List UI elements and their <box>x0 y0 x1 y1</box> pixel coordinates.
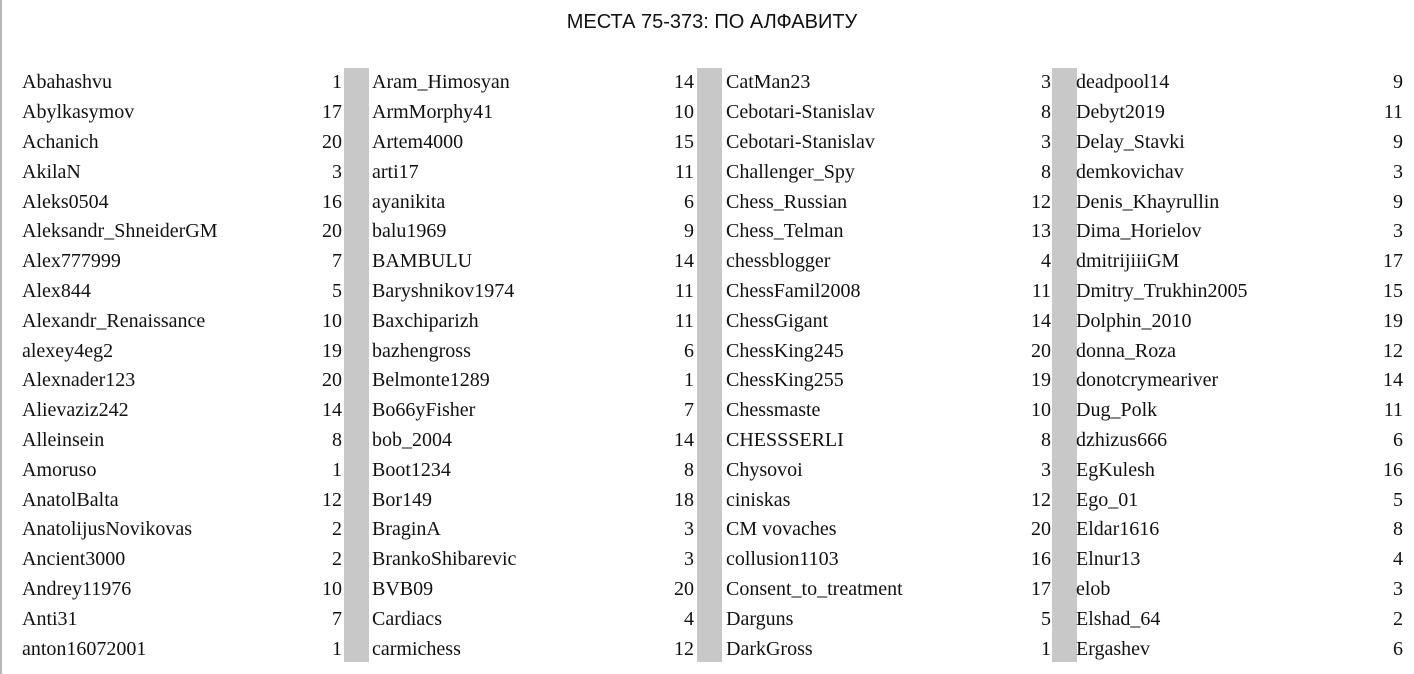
player-name: Elshad_64 <box>1076 607 1161 630</box>
player-name: Cebotari-Stanislav <box>726 130 875 153</box>
player-name: Dmitry_Trukhin2005 <box>1076 279 1248 302</box>
player-row <box>726 277 1051 307</box>
player-row <box>372 545 694 575</box>
player-score: 9 <box>684 220 694 243</box>
player-row <box>726 98 1051 128</box>
player-name: Alex844 <box>22 279 91 302</box>
player-row <box>726 634 1051 664</box>
player-row <box>372 157 694 187</box>
player-row <box>372 604 694 634</box>
player-name: Abylkasymov <box>22 101 135 124</box>
player-row <box>1076 68 1403 98</box>
player-name: CM vovaches <box>726 518 837 541</box>
player-row <box>1076 366 1403 396</box>
player-score: 3 <box>1041 130 1051 153</box>
player-score: 4 <box>1393 548 1403 571</box>
player-score: 15 <box>1383 279 1403 302</box>
player-score: 8 <box>332 428 342 451</box>
player-row <box>726 396 1051 426</box>
player-score: 10 <box>322 309 342 332</box>
player-row <box>1076 217 1403 247</box>
player-score: 8 <box>1041 101 1051 124</box>
player-score: 7 <box>332 607 342 630</box>
player-name: CHESSSERLI <box>726 428 844 451</box>
player-score: 5 <box>1393 488 1403 511</box>
player-row <box>1076 575 1403 605</box>
player-name: Dima_Horielov <box>1076 220 1202 243</box>
player-score: 4 <box>1041 250 1051 273</box>
player-score: 7 <box>332 250 342 273</box>
player-score: 11 <box>1383 399 1403 422</box>
player-score: 17 <box>1031 577 1051 600</box>
player-row <box>1076 277 1403 307</box>
player-row <box>22 485 342 515</box>
player-row <box>372 485 694 515</box>
player-score: 20 <box>322 369 342 392</box>
player-name: BrankoShibarevic <box>372 548 517 571</box>
player-score: 16 <box>1031 548 1051 571</box>
player-name: Alex777999 <box>22 250 121 273</box>
player-column-2 <box>372 68 694 664</box>
player-row <box>1076 426 1403 456</box>
player-score: 8 <box>684 458 694 481</box>
player-name: ayanikita <box>372 190 446 213</box>
player-name: alexey4eg2 <box>22 339 114 362</box>
player-score: 14 <box>674 250 694 273</box>
player-score: 3 <box>1393 577 1403 600</box>
player-score: 1 <box>1041 637 1051 660</box>
player-column-1 <box>22 68 342 664</box>
player-score: 2 <box>1393 607 1403 630</box>
player-name: arti17 <box>372 160 419 183</box>
player-score: 8 <box>1041 428 1051 451</box>
player-name: ChessGigant <box>726 309 829 332</box>
player-row <box>372 515 694 545</box>
player-score: 10 <box>322 577 342 600</box>
player-row <box>22 545 342 575</box>
player-name: AnatolijusNovikovas <box>22 518 192 541</box>
player-row <box>372 455 694 485</box>
player-name: DarkGross <box>726 637 813 660</box>
player-name: AnatolBalta <box>22 488 119 511</box>
player-row <box>1076 98 1403 128</box>
player-score: 16 <box>1383 458 1403 481</box>
player-row <box>1076 306 1403 336</box>
player-name: Consent_to_treatment <box>726 577 903 600</box>
player-score: 2 <box>332 548 342 571</box>
player-score: 1 <box>332 637 342 660</box>
player-score: 11 <box>1031 279 1051 302</box>
player-row <box>372 366 694 396</box>
player-row <box>372 426 694 456</box>
player-score: 17 <box>1383 250 1403 273</box>
player-score: 3 <box>684 548 694 571</box>
player-row <box>1076 336 1403 366</box>
player-score: 9 <box>1393 190 1403 213</box>
player-score: 9 <box>1393 130 1403 153</box>
player-name: Aleks0504 <box>22 190 109 213</box>
player-score: 6 <box>1393 637 1403 660</box>
player-column-3 <box>726 68 1051 664</box>
player-row <box>726 604 1051 634</box>
player-score: 14 <box>1383 369 1403 392</box>
player-row <box>372 336 694 366</box>
player-name: BAMBULU <box>372 250 473 273</box>
player-row <box>372 217 694 247</box>
player-row <box>726 247 1051 277</box>
player-row <box>726 545 1051 575</box>
player-name: Chess_Telman <box>726 220 844 243</box>
player-name: ArmMorphy41 <box>372 101 494 124</box>
left-border <box>0 0 2 674</box>
player-name: Baryshnikov1974 <box>372 279 515 302</box>
player-score: 14 <box>674 71 694 94</box>
player-row <box>22 634 342 664</box>
player-name: BVB09 <box>372 577 434 600</box>
player-name: Ergashev <box>1076 637 1151 660</box>
player-row <box>22 426 342 456</box>
player-row <box>1076 634 1403 664</box>
player-score: 20 <box>322 130 342 153</box>
player-name: demkovichav <box>1076 160 1184 183</box>
player-name: ChessKing255 <box>726 369 844 392</box>
player-row <box>372 187 694 217</box>
player-row <box>726 366 1051 396</box>
player-name: Cebotari-Stanislav <box>726 101 875 124</box>
player-score: 6 <box>684 339 694 362</box>
player-row <box>22 455 342 485</box>
player-score: 10 <box>674 101 694 124</box>
player-name: CatMan23 <box>726 71 811 94</box>
player-name: Dolphin_2010 <box>1076 309 1192 332</box>
player-row <box>1076 545 1403 575</box>
player-score: 20 <box>1031 518 1051 541</box>
player-row <box>1076 187 1403 217</box>
player-row <box>372 634 694 664</box>
player-name: carmichess <box>372 637 461 660</box>
player-name: elob <box>1076 577 1111 600</box>
player-name: Bor149 <box>372 488 432 511</box>
player-row <box>726 336 1051 366</box>
player-row <box>726 217 1051 247</box>
player-score: 19 <box>1031 369 1051 392</box>
player-name: chessblogger <box>726 250 831 273</box>
column-separator <box>1052 68 1077 662</box>
player-row <box>22 396 342 426</box>
player-name: Eldar1616 <box>1076 518 1160 541</box>
player-row <box>372 98 694 128</box>
player-name: Chess_Russian <box>726 190 848 213</box>
player-score: 14 <box>1031 309 1051 332</box>
player-name: Ego_01 <box>1076 488 1139 511</box>
player-score: 20 <box>322 220 342 243</box>
player-name: donotcrymeariver <box>1076 369 1219 392</box>
player-row <box>1076 157 1403 187</box>
player-row <box>22 604 342 634</box>
player-score: 16 <box>322 190 342 213</box>
player-row <box>726 575 1051 605</box>
player-column-4 <box>1076 68 1403 664</box>
player-name: Abahashvu <box>22 71 112 94</box>
player-score: 11 <box>674 279 694 302</box>
player-row <box>726 187 1051 217</box>
player-score: 8 <box>1393 518 1403 541</box>
player-score: 3 <box>1041 458 1051 481</box>
player-row <box>372 68 694 98</box>
player-row <box>1076 128 1403 158</box>
player-name: Challenger_Spy <box>726 160 855 183</box>
player-row <box>372 247 694 277</box>
player-row <box>372 575 694 605</box>
player-score: 6 <box>1393 428 1403 451</box>
player-row <box>22 157 342 187</box>
player-row <box>22 187 342 217</box>
player-score: 3 <box>1393 220 1403 243</box>
player-score: 12 <box>322 488 342 511</box>
player-name: ChessFamil2008 <box>726 279 861 302</box>
player-row <box>372 396 694 426</box>
player-row <box>1076 515 1403 545</box>
player-row <box>372 277 694 307</box>
player-name: donna_Roza <box>1076 339 1176 362</box>
player-score: 19 <box>1383 309 1403 332</box>
player-name: Ancient3000 <box>22 548 126 571</box>
player-name: BraginA <box>372 518 441 541</box>
column-separator <box>344 68 369 662</box>
player-score: 12 <box>1031 488 1051 511</box>
player-row <box>1076 485 1403 515</box>
player-name: Belmonte1289 <box>372 369 490 392</box>
player-name: ChessKing245 <box>726 339 844 362</box>
player-name: anton16072001 <box>22 637 147 660</box>
player-name: Chysovoi <box>726 458 803 481</box>
player-name: Alexnader123 <box>22 369 136 392</box>
player-score: 3 <box>684 518 694 541</box>
player-score: 19 <box>322 339 342 362</box>
player-name: Aleksandr_ShneiderGM <box>22 220 218 243</box>
player-row <box>22 575 342 605</box>
player-name: deadpool14 <box>1076 71 1170 94</box>
player-score: 11 <box>1383 101 1403 124</box>
player-score: 7 <box>684 399 694 422</box>
player-row <box>1076 604 1403 634</box>
player-name: Alexandr_Renaissance <box>22 309 206 332</box>
player-row <box>726 306 1051 336</box>
player-row <box>726 426 1051 456</box>
player-name: Baxchiparizh <box>372 309 479 332</box>
player-name: Alleinsein <box>22 428 105 451</box>
player-name: bazhengross <box>372 339 471 362</box>
player-row <box>726 128 1051 158</box>
player-row <box>22 247 342 277</box>
player-score: 5 <box>332 279 342 302</box>
player-score: 13 <box>1031 220 1051 243</box>
player-name: Anti31 <box>22 607 78 630</box>
player-name: Chessmaste <box>726 399 821 422</box>
player-row <box>22 366 342 396</box>
player-row <box>726 455 1051 485</box>
player-score: 2 <box>332 518 342 541</box>
player-score: 1 <box>332 71 342 94</box>
player-score: 15 <box>674 130 694 153</box>
player-score: 14 <box>322 399 342 422</box>
player-row <box>726 157 1051 187</box>
player-score: 3 <box>1041 71 1051 94</box>
player-score: 8 <box>1041 160 1051 183</box>
player-score: 20 <box>1031 339 1051 362</box>
column-separator <box>697 68 722 662</box>
player-row <box>1076 247 1403 277</box>
player-score: 3 <box>1393 160 1403 183</box>
player-name: Artem4000 <box>372 130 464 153</box>
player-name: ciniskas <box>726 488 791 511</box>
player-score: 5 <box>1041 607 1051 630</box>
player-row <box>22 515 342 545</box>
player-name: AkilaN <box>22 160 81 183</box>
player-score: 9 <box>1393 71 1403 94</box>
player-name: Debyt2019 <box>1076 101 1165 124</box>
player-score: 11 <box>674 309 694 332</box>
player-row <box>372 128 694 158</box>
player-row <box>22 306 342 336</box>
player-row <box>22 277 342 307</box>
player-name: Bo66yFisher <box>372 399 476 422</box>
player-score: 4 <box>684 607 694 630</box>
player-score: 17 <box>322 101 342 124</box>
player-score: 10 <box>1031 399 1051 422</box>
player-name: Darguns <box>726 607 794 630</box>
player-name: dzhizus666 <box>1076 428 1168 451</box>
player-row <box>22 98 342 128</box>
player-name: Elnur13 <box>1076 548 1141 571</box>
player-score: 20 <box>674 577 694 600</box>
player-name: EgKulesh <box>1076 458 1155 481</box>
player-row <box>726 68 1051 98</box>
player-row <box>726 485 1051 515</box>
player-name: Achanich <box>22 130 99 153</box>
player-score: 3 <box>332 160 342 183</box>
player-score: 6 <box>684 190 694 213</box>
player-score: 1 <box>684 369 694 392</box>
player-score: 12 <box>1031 190 1051 213</box>
player-name: Amoruso <box>22 458 97 481</box>
player-row <box>22 68 342 98</box>
page-title: МЕСТА 75-373: ПО АЛФАВИТУ <box>566 11 858 33</box>
player-score: 18 <box>674 488 694 511</box>
player-row <box>22 336 342 366</box>
player-score: 12 <box>1383 339 1403 362</box>
player-score: 11 <box>674 160 694 183</box>
player-score: 1 <box>332 458 342 481</box>
player-row <box>726 515 1051 545</box>
player-row <box>372 306 694 336</box>
player-name: bob_2004 <box>372 428 452 451</box>
player-row <box>1076 396 1403 426</box>
player-row <box>22 128 342 158</box>
player-row <box>1076 455 1403 485</box>
player-name: balu1969 <box>372 220 447 243</box>
player-name: Denis_Khayrullin <box>1076 190 1220 213</box>
player-name: collusion1103 <box>726 548 839 571</box>
player-name: Aram_Himosyan <box>372 71 510 94</box>
player-name: Delay_Stavki <box>1076 130 1185 153</box>
player-name: dmitrijiiiGM <box>1076 250 1180 273</box>
player-name: Boot1234 <box>372 458 451 481</box>
player-name: Dug_Polk <box>1076 399 1158 422</box>
player-name: Alievaziz242 <box>22 399 129 422</box>
player-name: Andrey11976 <box>22 577 132 600</box>
player-row <box>22 217 342 247</box>
player-name: Cardiacs <box>372 607 442 630</box>
player-score: 14 <box>674 428 694 451</box>
player-score: 12 <box>674 637 694 660</box>
